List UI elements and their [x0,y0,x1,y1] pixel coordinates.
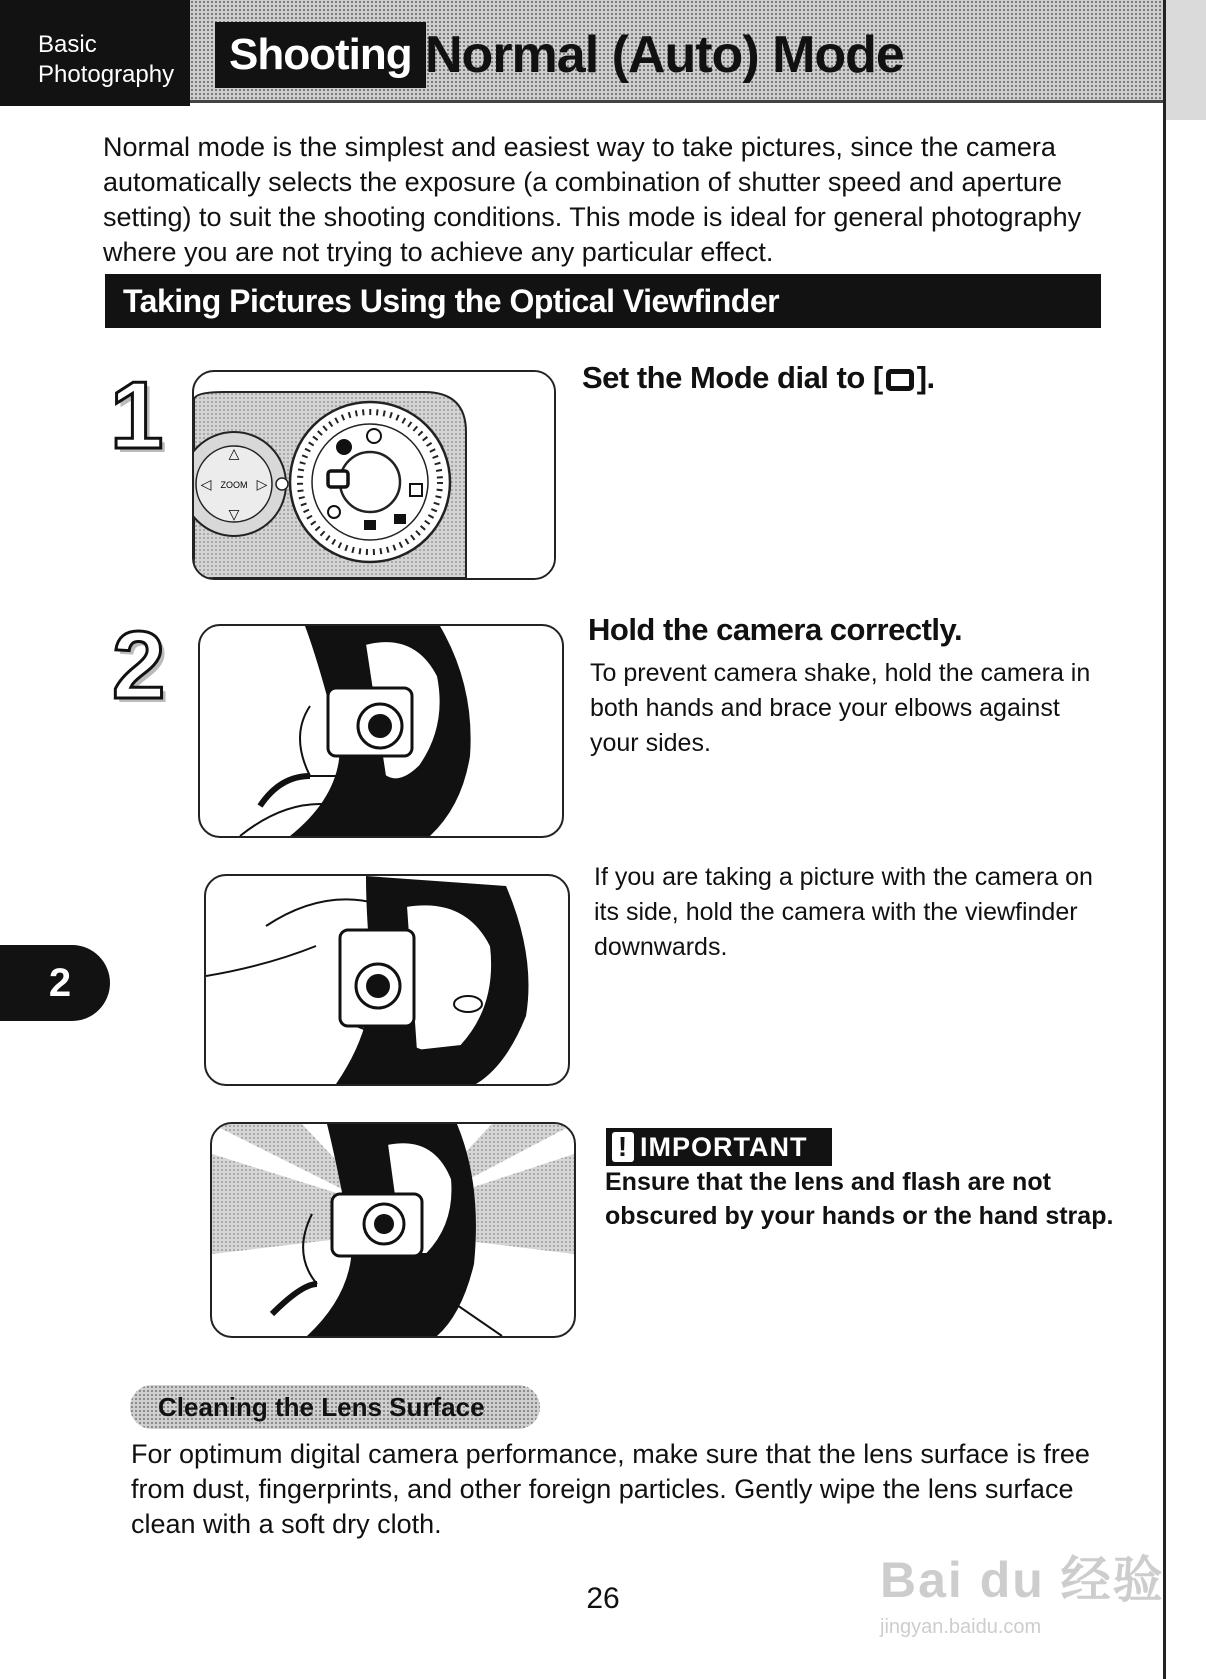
hold-camera-side-illustration [204,874,570,1086]
step-2-text: To prevent camera shake, hold the camera in both hands and brace your elbows against your sides. [590,659,1091,757]
chapter-tab: 2 [0,945,110,1021]
hold-camera-front-illustration [198,624,564,838]
step-2-side-text: If you are taking a picture with the camera on its side, hold the camera with the viewfinder downwards. [594,863,1093,961]
camera-icon [886,369,914,391]
exclamation-icon: ! [612,1132,634,1162]
arrow-left-glyph: ◁ [200,477,212,493]
watermark [880,1540,1180,1660]
important-label-text: IMPORTANT [640,1132,808,1162]
intro-paragraph: Normal mode is the simplest and easiest way to take pictures, since the camera automatically selects the exposure (a combination of shutter speed and aperture setting) to suit the shooting conditions. This mode is ideal for general photography where you are not trying to achieve any particular effect. [103,132,1082,267]
lens-flash-warning-illustration [210,1122,576,1338]
page-number: 26 [586,1582,620,1615]
section-heading-bar: Taking Pictures Using the Optical Viewfinder [105,274,1101,328]
arrow-up-glyph: △ [228,446,240,462]
section-label-line2: Photography [38,61,175,88]
step-2-number: 2 [112,612,166,719]
cleaning-text: For optimum digital camera performance, make sure that the lens surface is free from dust, fingerprints, and other foreign particles. Gently wipe the lens surface clean with a soft dry cloth. [131,1439,1090,1539]
step-1-title-start: Set the Mode dial to [ [582,360,883,395]
lens-flash-warning-drawing [212,1124,574,1336]
step-2-title: Hold the camera correctly. [588,612,963,647]
important-label [606,1128,832,1166]
section-label-line1: Basic [38,31,97,58]
step-1-title-end: ]. [916,360,935,395]
cleaning-title: Cleaning the Lens Surface [130,1385,540,1429]
hold-camera-front-drawing [200,626,562,836]
step-1-number: 1 [110,362,164,469]
hold-camera-side-drawing [206,876,568,1084]
page-edge-line [1163,0,1166,1679]
mode-dial-illustration [192,370,556,580]
arrow-down-glyph: ▽ [228,507,240,523]
scan-corner [1166,0,1206,120]
shooting-tag: Shooting [215,22,426,88]
section-label-box [0,0,190,106]
step-1-title [582,360,935,396]
arrow-right-glyph: ▷ [256,477,268,493]
page-title: Normal (Auto) Mode [425,26,904,84]
watermark-url: jingyan.baidu.com [880,1616,1042,1638]
zoom-label: ZOOM [220,480,248,490]
watermark-brand: Bai du 经验 [880,1552,1165,1608]
important-text: Ensure that the lens and flash are not obscured by your hands or the hand strap. [605,1168,1114,1230]
mode-dial-drawing [194,372,554,578]
